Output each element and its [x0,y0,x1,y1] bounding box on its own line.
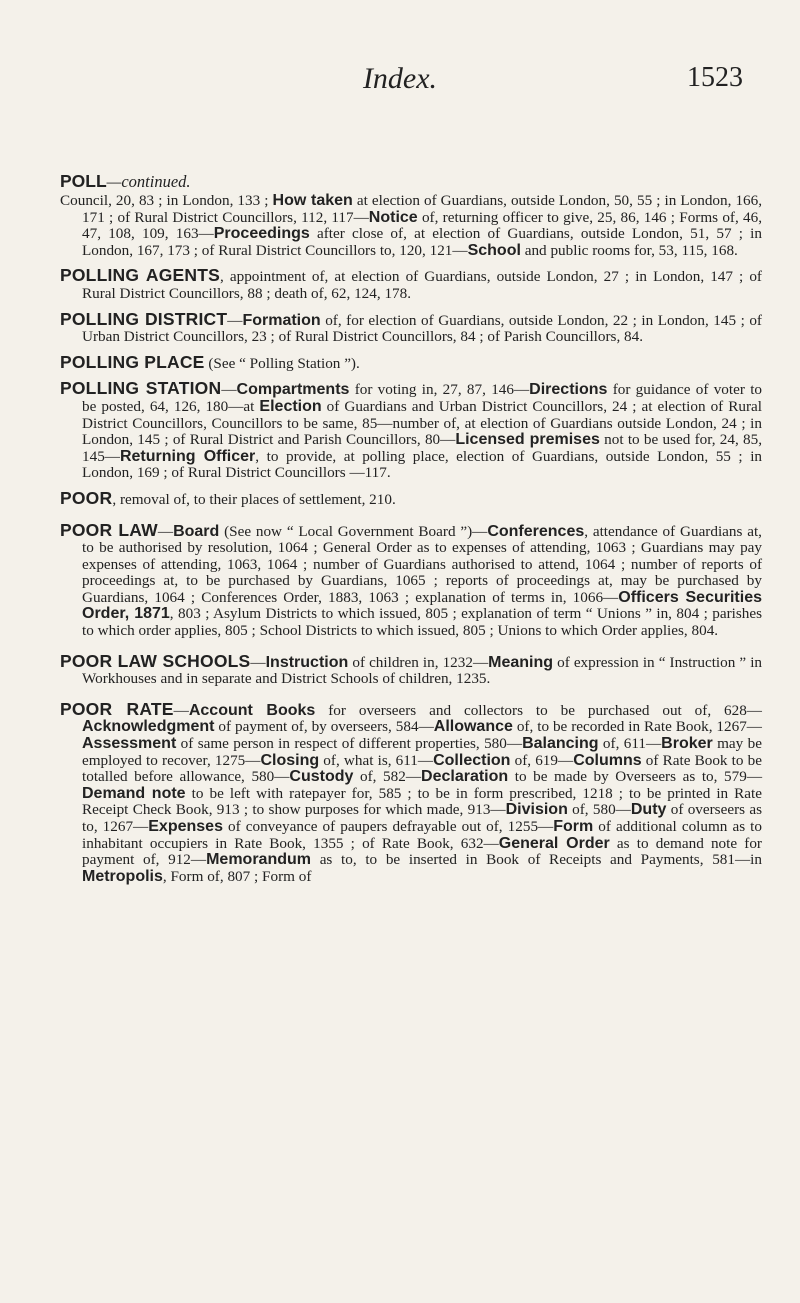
subheading: Proceedings [213,225,310,243]
entry-text: , to provide, at polling place, election of Guardians, outside London, 55 ; in London, 169 ; of Rural District Councillors —117. [82,447,763,482]
entry-text: to be made by Overseers as to, 579— [508,768,763,786]
entry-heading: POLLING PLACE [60,351,205,372]
entry-text: , attendance of Guardians at, to be authorised by resolution, 1064 ; General Order as to expenses of attending, 1063 ; Guardians may pay expenses of attending, 1063, 1064 ; number of Guardians authorised to attend, 1064 ; number of reports of proceedings at, to be purchased by Guardians, 1065 ; reports of proceedings at, may be purchased by Guardians, 1064 ; Conferences Order, 1883, 1063 ; explanation of terms in, 1066— [82,522,762,606]
index-entry [60,650,763,688]
entry-heading: POOR RATE [60,698,174,719]
subheading: Account Books [188,701,316,719]
entry-text: for overseers and collectors to be purchased out of, 628— [315,701,762,719]
subheading: Allowance [433,718,513,736]
entry-text: (See “ Polling Station ”). [204,354,360,372]
subheading: General Order [498,834,610,852]
subheading: Collection [433,751,511,769]
entry-text: to be left with ratepayer for, 585 ; to be in form prescribed, 1218 ; to be printed in Rate Receipt Check Book, 913 ; to show purposes for which made, 913— [82,784,762,819]
subheading: Compartments [236,381,350,399]
subheading: Broker [661,735,713,753]
entry-heading: POLLING STATION [60,378,222,399]
subheading: Memorandum [206,851,311,869]
entry-text: — [221,381,237,399]
entry-text: after close of, at election of Guardians, outside London, 51, 57 ; in London, 167, 173 ; of Rural District Councillors to, 120, 121— [82,225,762,259]
entry-text: of Rate Book to be totalled before allowance, 580— [82,751,762,786]
entry-text: — [157,522,174,540]
subheading: Board [173,522,220,540]
subheading: Directions [529,381,608,399]
entry-text: of, 582— [353,768,422,786]
subheading: Columns [573,751,642,769]
entry-text: as to demand note for payment of, 912— [82,834,762,869]
entry-text: of conveyance of paupers defrayable out of, 1255— [222,818,554,835]
entry-text: of additional column as to inhabitant occupiers in Rate Book, 1355 ; of Rate Book, 632— [82,818,762,852]
entry-text: for guidance of voter to be posted, 64, 126, 180—at [82,381,763,415]
entry-text: of children in, 1232— [348,653,489,671]
entry-text: of, 580— [567,801,631,819]
subheading: Closing [260,751,320,769]
page-number: 1523 [687,62,743,93]
subheading: Officers Securities Order, 1871 [82,588,762,623]
index-entry [60,193,762,259]
index-entry [60,351,762,373]
entry-text: at election of Guardians, outside London, 50, 55 ; in London, 166, 171 ; of Rural District Councillors, 112, 117— [82,192,763,226]
continued-heading-note: —continued. [106,172,191,191]
index-entry [60,698,763,886]
subheading: Metropolis [82,867,163,885]
entry-text: (See now “ Local Government Board ”)— [219,522,488,540]
subheading: How taken [272,192,353,209]
entry-text: of Guardians and Urban District Councillors, 24 ; at election of Rural District Councillors, Councillors to be same, 85—number of, at election of Guardians outside London, 24 ; in London, 145 ; of Rural District and Parish Councillors, 80— [82,397,762,449]
index-entry [60,308,762,346]
entry-text: — [250,653,266,671]
index-entry [60,380,762,482]
subheading: Returning Officer [119,447,256,465]
subheading: Formation [242,311,321,329]
entry-text: as to, to be inserted in Book of Receipts and Payments, 581—in [311,851,762,869]
entry-text: of, 611— [598,735,662,753]
entry-text: , appointment of, at election of Guardians, outside London, 27 ; in London, 147 ; of Rural District Councillors, 88 ; death of, 62, 124, 178. [82,268,762,302]
entry-text: of, for election of Guardians, outside London, 22 ; in London, 145 ; of Urban District Councillors, 23 ; of Rural District Councillors, 84 ; of Parish Councillors, 84. [82,311,762,346]
subheading: Meaning [488,653,554,671]
entry-text: for voting in, 27, 87, 146— [349,381,530,399]
subheading: Instruction [265,653,349,671]
entry-text: — [173,701,189,719]
entry-text: may be employed to recover, 1275— [82,735,762,769]
entry-heading: POLLING AGENTS [60,265,220,286]
index-entry [60,519,762,640]
entry-text: of overseers as to, 1267— [82,801,763,835]
subheading: Balancing [522,735,599,753]
entry-text: of, 619— [510,751,574,769]
subheading: Expenses [148,818,223,835]
subheading: Assessment [82,735,177,753]
subheading: School [467,241,521,259]
continued-heading-word: POLL [60,171,107,191]
entry-text: and public rooms for, 53, 115, 168. [520,241,738,259]
entry-text: — [227,311,243,329]
entry-heading: POLLING DISTRICT [60,308,228,329]
index-entries [60,172,762,893]
entry-text: not to be used for, 24, 85, 145— [82,431,762,465]
entry-text: Council, 20, 83 ; in London, 133 ; [60,192,273,209]
entry-text: of payment of, by overseers, 584— [214,718,434,736]
entry-text: of, to be recorded in Rate Book, 1267— [512,718,762,736]
subheading: Form [553,818,594,835]
subheading: Duty [630,801,667,819]
index-entry [60,267,762,302]
continued-heading [60,172,762,191]
entry-text: of, returning officer to give, 25, 86, 146 ; Forms of, 46, 47, 108, 109, 163— [82,208,762,243]
subheading: Declaration [421,768,509,786]
entry-text: , removal of, to their places of settlement, 210. [112,490,396,508]
subheading: Division [505,801,568,819]
running-title: Index. [362,62,438,95]
subheading: Notice [368,208,418,226]
subheading: Demand note [82,784,186,802]
subheading: Election [259,397,322,415]
subheading: Custody [289,768,354,786]
entry-text: of same person in respect of different properties, 580— [176,735,523,753]
entry-heading: POOR [60,487,113,508]
entry-text: of expression in “ Instruction ” in Workhouses and in separate and District Schools of children, 1235. [82,653,763,688]
index-entry [60,487,762,509]
entry-heading: POOR LAW SCHOOLS [60,650,251,671]
subheading: Licensed premises [455,431,600,449]
entry-text: of, what is, 611— [319,751,434,769]
entry-text: , Form of, 807 ; Form of [162,867,312,885]
subheading: Acknowledgment [82,718,215,736]
entry-text: , 803 ; Asylum Districts to which issued, 805 ; explanation of term “ Unions ” in, 804 ; parishes to which order applies, 805 ; School Districts to which issued, 805 ; Unions to which Order applies, 804. [82,605,762,640]
entry-heading: POOR LAW [60,519,158,540]
subheading: Conferences [487,522,585,540]
